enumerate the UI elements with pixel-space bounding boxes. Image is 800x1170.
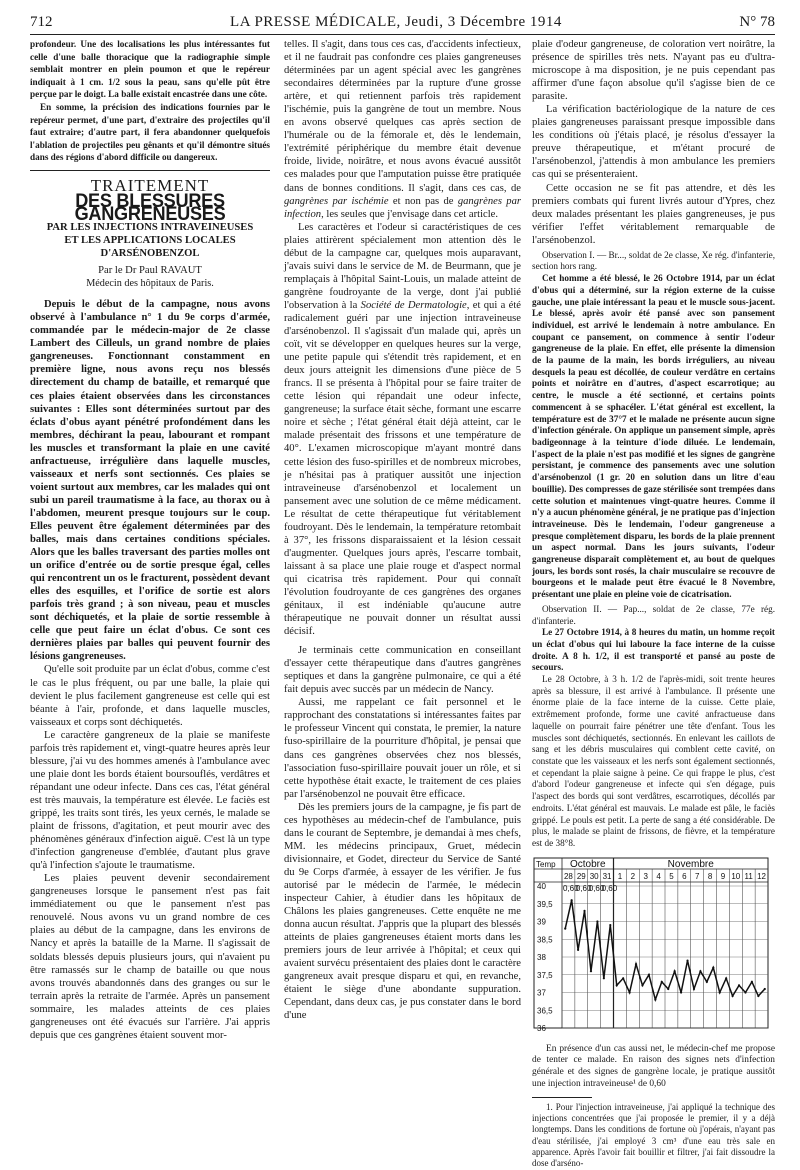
data-point [564, 927, 566, 929]
paragraph [284, 38, 521, 221]
observation-1 [532, 250, 775, 850]
column-1 [30, 38, 270, 1042]
italic-run: gangrènes par infection [284, 195, 521, 220]
y-tick-label: 40 [537, 881, 546, 891]
page-number: 712 [30, 14, 53, 30]
day-tick-label: 2 [630, 871, 636, 881]
temperature-chart [532, 856, 775, 1038]
data-point [571, 899, 573, 901]
day-tick-label: 9 [720, 871, 726, 881]
data-point [680, 991, 682, 993]
data-point [719, 991, 721, 993]
italic-run: gangrènes par ischémie [284, 195, 389, 207]
day-tick-label: 30 [589, 871, 599, 881]
paragraph: Le caractère gangreneux de la plaie se manifeste parfois très rapidement et, vingt-quatre heures après leur blessure, j'ai vu des hommes amenés à l'ambulance avec une plaie dont les bords étaient boursouflés, verdâtres et répandant une odeur infecte. Dans ces cas, l'état général est très mauvais, la température est élevée. Le faciès est grippé, les traits sont tirés, les yeux cernés, le malade se plaint de frissons, d'agitation, et peut mourir avec des phénomènes généraux d'infection aiguë. C'est là un type d'infection gangreneuse d'emblée, d'autant plus grave qu'à l'infection s'ajoute le traumatisme. [30, 729, 270, 872]
paragraph [284, 221, 521, 639]
data-point [609, 924, 611, 926]
data-point [622, 977, 624, 979]
paragraph: En somme, la précision des indications fournies par le repéreur permet, d'une part, d'extraire des projectiles qu'il faut extraire; d'autre part, il fera abandonner quelquefois l'ablation de projectiles peu gênants et qu'il démontre situés dans des régions d'abord difficile ou dangereux. [30, 101, 270, 163]
text-run: Les caractères et l'odeur si caractéristiques de ces plaies attirèrent spécialement mon attention dès le début de la campagne car, quelques mois auparavant, j'avais suivi dans le service de M. de Beurmann, que je remplaçais à l'hôpital Saint-Louis, un malade atteint de gangrène foudroyante de la verge, dont j'ai publié l'observation à la [284, 221, 521, 311]
data-point [603, 977, 605, 979]
month-label: Octobre [569, 858, 606, 870]
y-tick-label: 36 [537, 1023, 546, 1033]
data-point [641, 984, 643, 986]
data-point [712, 966, 714, 968]
y-tick-label: 39 [537, 917, 546, 927]
data-point [654, 998, 656, 1000]
data-point [693, 987, 695, 989]
data-point [764, 987, 766, 989]
data-point [628, 991, 630, 993]
day-tick-label: 10 [731, 871, 741, 881]
dose-label: 0,60 [588, 883, 605, 893]
y-axis-label: Temp [536, 859, 556, 869]
data-point [590, 970, 592, 972]
y-tick-label: 37,5 [537, 970, 553, 980]
article-subtitle-2: ET LES APPLICATIONS LOCALES D'ARSÉNOBENZOL [64, 235, 236, 260]
paragraph: Depuis le début de la campagne, nous avons observé à l'ambulance n° 1 du 9e corps d'armée, commandée par le médecin-major de 2e classe Lambert des Cilleuls, un grand nombre de plaies gangreneuses. Fonctionnant constamment en première ligne, nous avons reçu nos blessés directement du champ de bataille, et remarqué que ces plaies étaient observées dans les circonstances suivantes : Elles sont déterminées surtout par des éclats d'obus ayant pénétré profondément dans les membres, déchirant la peau, labourant et rompant les muscles et transformant la plaie en une cavité anfractueuse, irrégulière dans laquelle muscles, vaisseaux et nerfs sont sectionnés. Ces plaies se voient surtout aux membres, car les malades qui ont subi un pareil traumatisme à la face, au thorax ou à l'abdomen, meurent presque toujours sur le coup. Elles peuvent être également déterminées par des balles, mais dans certaines conditions spéciales. Alors que les balles traversant des parties molles ont un orifice d'entrée ou de sortie presque égal, celles qui rencontrent un os le fracturent, possèdent devant elles des esquilles, et l'orifice de sortie est alors parfois très grand ; à son niveau, peau et muscles sont déchiquetés, et la plaie de sortie ressemble à celle que peut faire un éclat d'obus. Ce sont ces dernières plaies par balles qui peuvent fournir des lésions gangreneuses. [30, 299, 270, 663]
dose-label: 0,60 [601, 883, 618, 893]
paragraph: Les plaies peuvent devenir secondairement gangreneuses lorsque le pansement n'est pas fait immédiatement ou que le pansement n'est pas renouvelé. Nous avons vu un grand nombre de ces plaies au début de la campagne, dans les environs de Nancy et après la bataille de la Marne. Il s'agissait de soldats blessés depuis plusieurs jours, qui n'avaient pu être ramassés sur le champ de bataille ou que nous avons trouvés abandonnés dans des granges ou sur le terrain après la retraite de l'armée. Après un pansement sommaire, les malades atteints de ces plaies gangreneuses ont été évacués sur l'arrière. J'ai appris depuis que ces gangrènes étaient souvent mor- [30, 873, 270, 1041]
data-point [757, 995, 759, 997]
paragraph: Cette occasion ne se fit pas attendre, et dès les premiers combats qui furent livrés autour d'Ypres, chez deux malades présentant les plaies gangreneuses, je pus vérifier l'effet véritablement remarquable de l'arsénobenzol. [532, 182, 775, 246]
day-tick-label: 4 [656, 871, 661, 881]
divider [30, 170, 270, 171]
footnote-rule [532, 1097, 592, 1098]
dose-label: 0,60 [575, 883, 592, 893]
day-tick-label: 28 [563, 871, 573, 881]
day-tick-label: 8 [707, 871, 713, 881]
italic-run: Société de Dermatologie [360, 299, 467, 311]
data-point [583, 909, 585, 911]
day-tick-label: 3 [643, 871, 648, 881]
dose-label: 0,60 [563, 883, 579, 893]
observation-heading: Observation II. — Pap..., soldat de 2e classe, 77e rég. d'infanterie. [532, 603, 775, 626]
y-tick-label: 39,5 [537, 899, 553, 909]
paragraph: plaie d'odeur gangreneuse, de coloration vert noirâtre, la présence de spirilles très nets. N'ayant pas eu d'ultra-microscope à ma disposition, je ne puis cependant pas affirmer d'une façon absolue qu'il s'agisse bien de ce parasite. [532, 39, 775, 103]
column-3 [532, 38, 775, 1170]
data-point [699, 970, 701, 972]
observation-body: Le 27 Octobre 1914, à 8 heures du matin, un homme reçoit un éclat d'obus qui lui laboure la face interne de la cuisse droite. A 8 h. 1/2, il est transporté et pansé au poste de secours. [532, 627, 775, 673]
data-point [661, 980, 663, 982]
previous-article-end [30, 38, 270, 164]
y-tick-label: 37 [537, 988, 546, 998]
data-point [616, 984, 618, 986]
article-subtitle-1: PAR LES INJECTIONS INTRAVEINEUSES [46, 222, 254, 234]
day-tick-label: 7 [694, 871, 700, 881]
paragraph: Dès les premiers jours de la campagne, je fis part de ces hypothèses au médecin-chef de l'ambulance, puis dans le courant de Septembre, je demandai à mes chefs, MM. les médecins principaux, Gruet, médecin divisionnaire, et Godet, directeur du Service de Santé du 9e Corps d'armée, à essayer de les vérifier. Je fus autorisé par le médecin de l'armée, le médecin inspecteur Cahier, à étudier dans les hôpitaux de Châlons les plaies gangreneuses. Cette enquête ne me donna aucun résultat. J'appris que la plupart des blessés atteints de plaies gangreneuses étaient morts dans les premiers jours de leur arrivée à l'hôpital; et ceux qui avaient survécu présentaient des plaies dont le caractère gangreneux avait presque disparu et qui, en revanche, étaient le siège d'une abondante suppuration. Cependant, dans deux cas, je pus constater dans le bord d'une [284, 801, 521, 1022]
footnote: 1. Pour l'injection intraveineuse, j'ai appliqué la technique des injections concentrées que j'ai proposée le premier, il y a déjà longtemps. Dans les conditions de fortune où j'opérais, n'ayant pas d'eau stérilisée, j'ai employé 3 cm³ d'une eau très sale en apparence. Après l'avoir fait bouillir et filtrer, j'ai fait dissoudre la dose d'arséno- [532, 1101, 775, 1169]
journal-header [230, 14, 562, 31]
article-author: Par le Dr Paul RAVAUT [98, 265, 202, 277]
paragraph: profondeur. Une des localisations les plus intéressantes fut celle d'une balle thoracique que la radiographie simple semblait montrer en plein poumon et que le repéreur indiquait à 1 cm. 1/2 sous la peau, sans qu'elle pût être perçue par le doigt. La balle existait encastrée dans une côte. [30, 39, 270, 100]
day-tick-label: 11 [744, 871, 753, 881]
article-headline: DES BLESSURES GANGRENEUSES [74, 189, 226, 226]
data-point [635, 963, 637, 965]
day-tick-label: 29 [576, 871, 586, 881]
text-run: , et qui a été radicalement guéri par une injection intraveineuse d'arsénobenzol. Il s'agissait d'un malade qui, après un coït, vit se développer en quelques heures sur la verge, une petite papule qui s'étendit très rapidement, et en deux jours atteignit les dimensions d'une pièce de 5 francs. Il se présenta à l'hôpital pour se faire traiter de cette lésion qui répandait une odeur infecte, gangreneuse; la surface était sèche, formant une escarre noire et sèche ; l'état général était déjà atteint, car le malade présentait des frissons et une température de 40°. L'examen microscopique m'ayant montré dans cette lésion des fuso-spirilles et de nombreux microbes, je n'hésitai pas à pratiquer aussitôt une injection intraveineuse d'arsénobenzol et localement un pansement avec une solution de ce même médicament. Le résultat de cette thérapeutique fut véritablement foudroyant. Dès le lendemain, la température retombait à 37°, les frissons disparaissaient et la lésion cessait d'augmenter. Quelques jours après, l'escarre tombait, laissant à sa place une plaie rouge et d'aspect normal qui cicatrisa très rapidement. Pour qui connaît l'évolution foudroyante de ces gangrènes des organes génitaux, il est indéniable qu'aucune autre thérapeutique ne pouvait donner un résultat aussi décisif. [284, 299, 521, 638]
paragraph: Qu'elle soit produite par un éclat d'obus, comme c'est le cas le plus fréquent, ou par une balle, la plaie qui devient le plus facilement gangreneuse est celle qui est béante à l'air, profonde, et dans laquelle muscles, vaisseaux et corps sont déchiquetés. [30, 664, 270, 728]
column-2 [284, 38, 521, 1023]
data-point [738, 984, 740, 986]
data-point [648, 973, 650, 975]
y-tick-label: 36,5 [537, 1005, 553, 1015]
observation-body: Cet homme a été blessé, le 26 Octobre 1914, par un éclat d'obus qui a déterminé, sur la région externe de la cuisse gauche, une plaie intéressant la peau et le muscle sous-jacent. Le blessé, après avoir été pansé avec son pansement individuel, est arrivé le lendemain à notre ambulance. En coupant ce pansement, on commence à sentir l'odeur gangreneuse de la plaie. En effet, elle présente la dimension de la paume de la main, les bords irréguliers, au niveau desquels la peau est décollée, de couleur verdâtre en certains points et noirâtre en d'autres, d'aspect escarrotique; au centre, le muscle a été sectionné, et certains points commencent à se sphacéler. L'état général est excellent, la température est de 37°7 et le malade ne présente aucun signe d'infection générale. On applique un pansement simple, après badigeonnage à la teinture d'iode diluée. Le lendemain, l'aspect de la plaie n'est pas modifié et les signes de gangrène persistant, je commence des pansements avec une solution d'arsénobenzol (1 gr. 20 en solution dans un litre d'eau bouillie). Des compresses de gaze stérilisée sont trempées dans cette solution et maintenues vingt-quatre heures. Comme il n'y a aucun phénomène général, je ne pratique pas d'injection intraveineuse. Dès le lendemain, l'odeur gangreneuse a presque complètement disparu, les bords de la plaie prennent un aspect normal. Dans les jours suivants, l'odeur gangreneuse disparaît complètement et, au bout de quelques jours, les bords sont rosés, la chair musculaire se recouvre de bourgeons et le malade peut être évacué le 8 Novembre, présentant une plaie en pleine voie de cicatrisation. [532, 273, 775, 600]
day-tick-label: 31 [602, 871, 612, 881]
data-point [725, 977, 727, 979]
month-label: Novembre [667, 858, 714, 870]
day-tick-label: 12 [757, 871, 767, 881]
paragraph: Je terminais cette communication en conseillant d'essayer cette thérapeutique dans d'autres gangrènes septiques et dans la gangrène pulmonaire, ce qui a été fait depuis avec succès par un médecin de Nancy. [284, 645, 521, 696]
text-run: , les seules que j'envisage dans cet article. [321, 208, 499, 220]
day-tick-label: 6 [682, 871, 687, 881]
paragraph: La vérification bactériologique de la nature de ces plaies gangreneuses paraissant presque impossible dans les conditions où j'étais placé, je résolus d'essayer la preuve thérapeutique, et m'étant procuré de l'arsénobenzol, j'attendis à mon ambulance les premiers cas qui se présenteraient. [532, 104, 775, 181]
y-tick-label: 38,5 [537, 934, 553, 944]
observation-heading: Observation I. — Br..., soldat de 2e classe, Xe rég. d'infanterie, section hors rang. [532, 249, 775, 272]
data-point [731, 995, 733, 997]
issue-number: N° 78 [739, 14, 775, 30]
author-affiliation: Médecin des hôpitaux de Paris. [86, 278, 214, 290]
day-tick-label: 5 [669, 871, 674, 881]
observation-body: Le 28 Octobre, à 3 h. 1/2 de l'après-midi, soit trente heures après sa blessure, il est arrivé à l'ambulance. Il présente une énorme plaie de la face interne de la cuisse. Cette plaie, extrêmement profonde, forme une cavité anfractueuse dans laquelle on pourrait faire pénétrer une tête d'enfant. Tous les muscles sont déchiquetés, sectionnés. En enlevant les caillots de sang et les débris musculaires qui comblent cette cavité, on constate que les vaisseaux et les nerfs sont également sectionnés, et cependant la plaie saigne à peine. Ce qui frappe le plus, c'est d'abord l'odeur gangreneuse et infecte qui s'en dégage, puis l'aspect des bords qui sont verdâtres, escarrotiques, décollés par endroits. L'état général est mauvais. Le malade est pâle, le faciès grippé. Le pouls est petit. La perte de sang a été considérable. De plus, le malade se plaint de frissons, de fièvre, et la température est de 38°8. [532, 674, 775, 848]
journal-title: LA PRESSE MÉDICALE, [230, 14, 401, 30]
data-point [706, 980, 708, 982]
data-point [596, 920, 598, 922]
y-tick-label: 38 [537, 952, 546, 962]
paragraph: Aussi, me rappelant ce fait personnel et le rapprochant des constatations si intéressantes faites par le professeur Vincent qui constata, le premier, la nature fuso-spirillaire de la pourriture d'hôpital, je pensai que dans ces gangrènes observées chez nos blessés, l'association fuso-spirillaire pouvait jouer un rôle, et si cette hypothèse était exacte, le traitement de ces plaies par l'arsénobenzol ne pouvait être efficace. [284, 697, 521, 800]
data-point [751, 980, 753, 982]
temperature-chart-svg [532, 856, 772, 1034]
section-title: TRAITEMENT [90, 175, 210, 195]
data-point [744, 991, 746, 993]
data-point [686, 959, 688, 961]
text-run: telles. Il s'agit, dans tous ces cas, d'accidents infectieux, et il ne faudrait pas confondre ces plaies gangreneuses déterminées par un agent spécial avec les gangrènes secondaires déterminées par la rupture d'une grosse artère, et qui retiennent parfois très rapidement l'ischémie, puis la gangrène de tout un membre. Nous en avons observé quelques cas après section de l'humérale ou de la fémorale et, dès le lendemain, l'extrémité périphérique du membre était devenue froide, livide, noirâtre, et nous avons évacué aussitôt ces malades pour que l'amputation puisse être pratiquée dans de bonnes conditions. Il s'agit, dans ces cas, de [284, 39, 521, 194]
page-header [30, 5, 775, 35]
data-point [674, 970, 676, 972]
data-point [577, 948, 579, 950]
data-point [667, 987, 669, 989]
paragraph: En présence d'un cas aussi net, le médecin-chef me propose de tenter ce malade. En raison des signes nets d'infection générale et des signes de gangrène locale, je pratique aussitôt une injection intraveineuse¹ de 0,60 [532, 1043, 775, 1090]
day-tick-label: 1 [617, 871, 623, 881]
issue-date: Jeudi, 3 Décembre 1914 [405, 14, 562, 30]
text-run: et non pas de [388, 195, 458, 207]
